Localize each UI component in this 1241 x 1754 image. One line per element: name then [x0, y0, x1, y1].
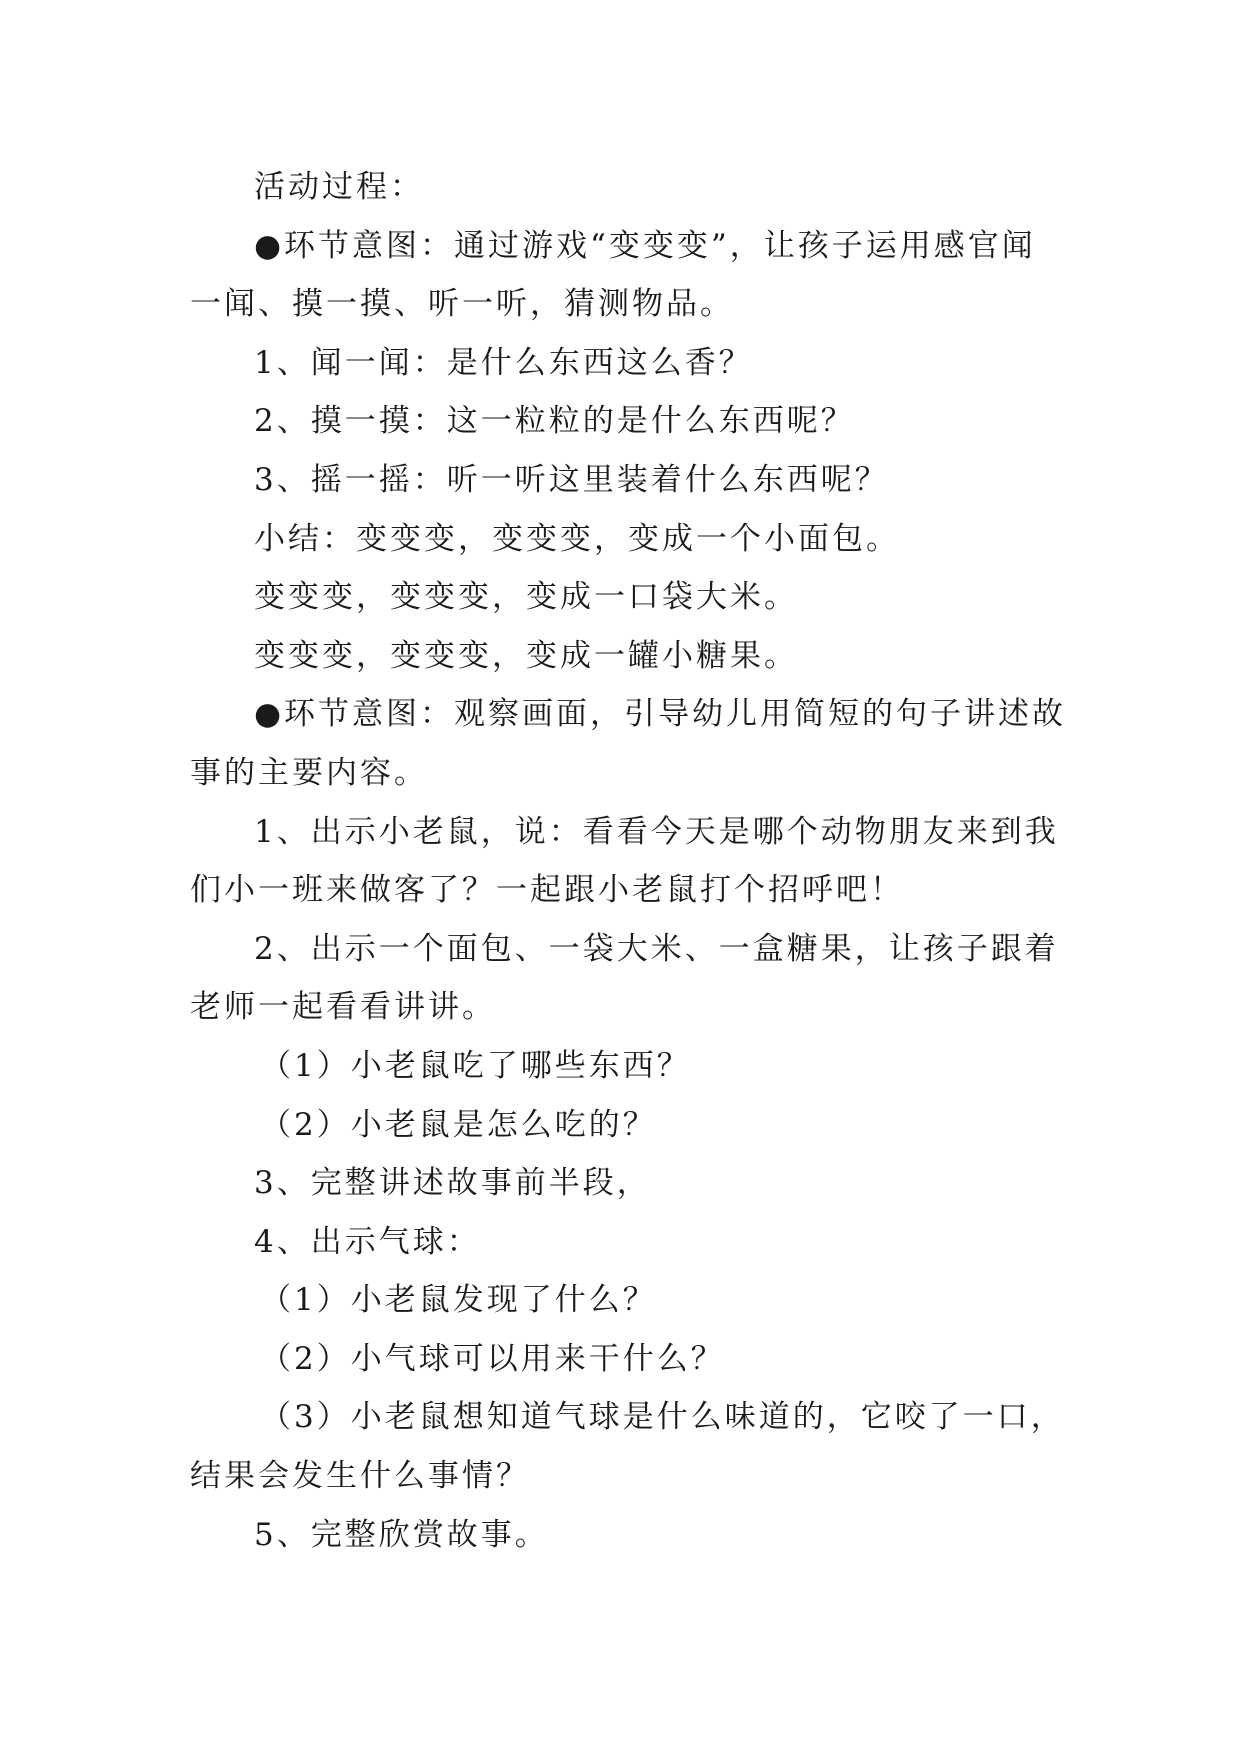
- list-item: 3、完整讲述故事前半段，: [254, 1165, 651, 1202]
- list-item: 3、摇一摇：听一听这里装着什么东西呢？: [254, 461, 889, 498]
- paragraph-line: 结果会发生什么事情？: [190, 1458, 530, 1495]
- sub-list-item: （2）小老鼠是怎么吃的？: [260, 1106, 657, 1143]
- summary-line: 变变变，变变变，变成一口袋大米。: [254, 579, 798, 616]
- list-item: 1、闻一闻：是什么东西这么香？: [254, 344, 753, 381]
- list-item: 1、出示小老鼠，说：看看今天是哪个动物朋友来到我: [254, 813, 1059, 850]
- paragraph-line: ●环节意图：通过游戏“变变变”，让孩子运用感官闻: [254, 227, 1036, 264]
- sub-list-item: （1）小老鼠发现了什么？: [260, 1282, 657, 1319]
- paragraph-line: ●环节意图：观察画面，引导幼儿用简短的句子讲述故: [254, 696, 1067, 733]
- list-item: 2、出示一个面包、一袋大米、一盒糖果，让孩子跟着: [254, 930, 1059, 967]
- section-heading: 活动过程：: [254, 169, 424, 205]
- summary-line: 小结：变变变，变变变，变成一个小面包。: [254, 520, 900, 557]
- sub-list-item: （2）小气球可以用来干什么？: [260, 1340, 725, 1377]
- sub-list-item: （1）小老鼠吃了哪些东西？: [260, 1047, 691, 1084]
- list-item: 4、出示气球：: [254, 1223, 481, 1260]
- summary-line: 变变变，变变变，变成一罐小糖果。: [254, 637, 798, 674]
- paragraph-line: 老师一起看看讲讲。: [190, 989, 496, 1026]
- paragraph-line: 事的主要内容。: [190, 754, 428, 791]
- list-item: 2、摸一摸：这一粒粒的是什么东西呢？: [254, 403, 855, 440]
- list-item: 5、完整欣赏故事。: [254, 1516, 549, 1553]
- sub-list-item: （3）小老鼠想知道气球是什么味道的，它咬了一口，: [260, 1399, 1065, 1436]
- document-body: [190, 158, 1067, 1564]
- paragraph-line: 们小一班来做客了？一起跟小老鼠打个招呼吧！: [190, 872, 904, 909]
- paragraph-line: 一闻、摸一摸、听一听，猜测物品。: [190, 286, 734, 323]
